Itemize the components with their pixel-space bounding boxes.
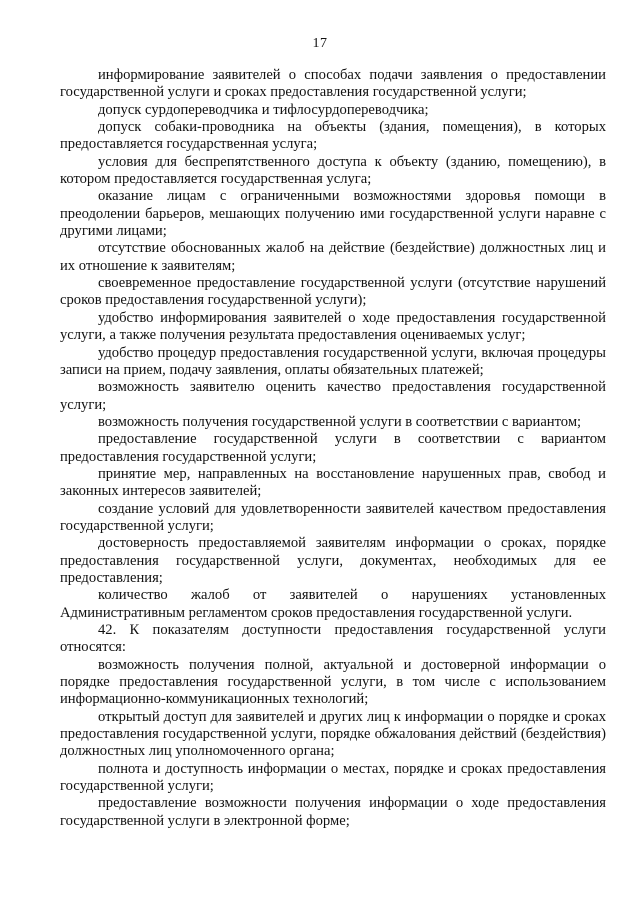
paragraph: отсутствие обоснованных жалоб на действие (бездействие) должностных лиц и их отношение к заявителям; [60, 240, 606, 274]
paragraph: информирование заявителей о способах подачи заявления о предоставлении государственной услуги и сроках предоставления государственной услуги; [60, 67, 606, 101]
paragraph: оказание лицам с ограниченными возможностями здоровья помощи в преодолении барьеров, мешающих получению ими государственной услуги наравне с другими лицами; [60, 188, 606, 240]
paragraph: создание условий для удовлетворенности заявителей качеством предоставления государственной услуги; [60, 500, 606, 534]
paragraph: возможность получения полной, актуальной и достоверной информации о порядке предоставления государственной услуги, в том числе с использованием информационно-коммуникационных технологий; [60, 656, 606, 708]
paragraph: возможность заявителю оценить качество предоставления государственной услуги; [60, 379, 606, 413]
paragraph: принятие мер, направленных на восстановление нарушенных прав, свобод и законных интересов заявителей; [60, 465, 606, 500]
paragraph: условия для беспрепятственного доступа к объекту (зданию, помещению), в котором предоставляется государственная услуга; [60, 153, 606, 188]
paragraph: допуск собаки-проводника на объекты (здания, помещения), в которых предоставляется государственная услуга; [60, 119, 606, 153]
paragraph: допуск сурдопереводчика и тифлосурдопереводчика; [98, 101, 429, 118]
paragraph: полнота и доступность информации о местах, порядке и сроках предоставления государственной услуги; [60, 760, 606, 795]
paragraph: своевременное предоставление государственной услуги (отсутствие нарушений сроков предоставления государственной услуги); [60, 275, 606, 309]
paragraph: удобство информирования заявителей о ходе предоставления государственной услуги, а также получения результата предоставления оцениваемых услуг; [60, 309, 606, 344]
paragraph: открытый доступ для заявителей и других лиц к информации о порядке и сроках предоставления государственной услуги, порядке обжалования действий (бездействия) должностных лиц уполномоченного органа; [60, 708, 606, 760]
paragraph: количество жалоб от заявителей о нарушениях установленных Административным регламентом сроков предоставления государственной услуги. [60, 587, 606, 621]
paragraph: удобство процедур предоставления государственной услуги, включая процедуры записи на прием, подачу заявления, оплаты обязательных платежей; [60, 344, 606, 378]
page-number: 17 [312, 36, 328, 51]
paragraph: предоставление государственной услуги в соответствии с вариантом предоставления государственной услуги; [60, 431, 606, 465]
paragraph: предоставление возможности получения информации о ходе предоставления государственной услуги в электронной форме; [60, 795, 606, 829]
section-paragraph-42: 42. К показателям доступности предоставления государственной услуги относятся: [60, 622, 606, 656]
document-body [60, 67, 606, 830]
paragraph: достоверность предоставляемой заявителям информации о сроках, порядке предоставления государственной услуги, документах, необходимых для ее предоставления; [60, 535, 606, 586]
paragraph: возможность получения государственной услуги в соответствии с вариантом; [98, 413, 582, 430]
